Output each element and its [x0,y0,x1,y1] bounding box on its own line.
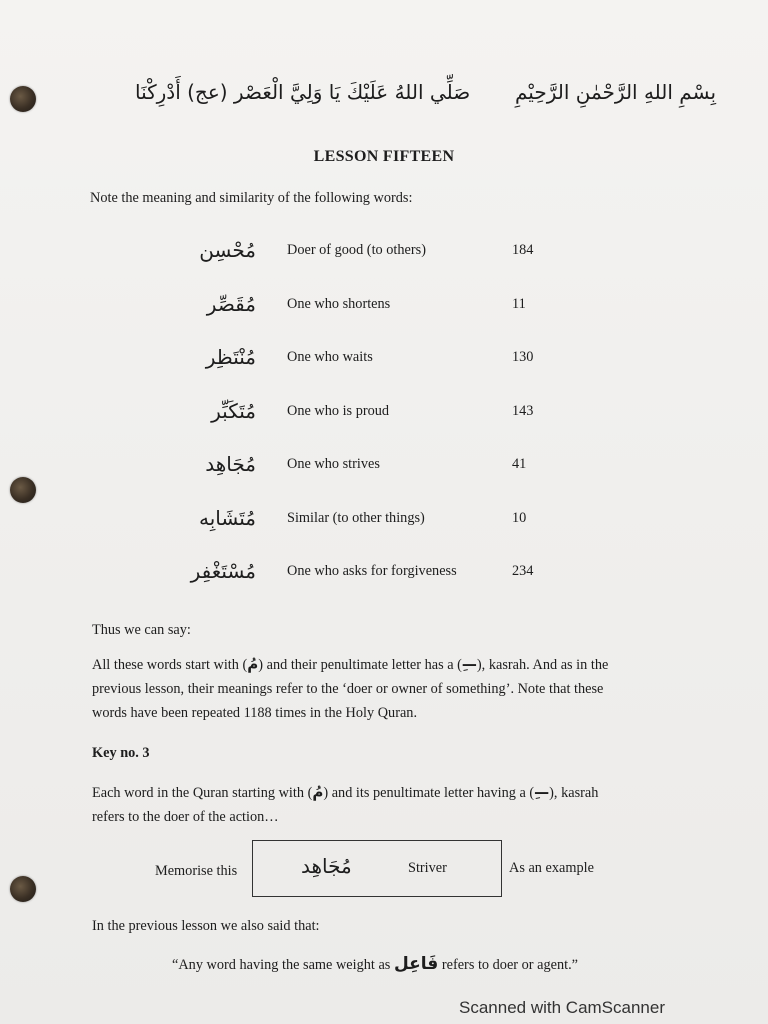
thus-text: Thus we can say: [92,622,191,638]
word-count: 143 [512,403,534,419]
salawat-header: صَلِّي اللهُ عَلَيْكَ يَا وَلِيَّ الْعَصْر (عج) أَدْرِكْنَا [135,80,471,104]
example-label: As an example [509,860,594,876]
word-arabic: مُتَشَابِه [199,506,256,530]
arabic-glyph: مُ [247,655,259,673]
word-meaning: One who is proud [287,403,390,419]
camscanner-watermark: Scanned with CamScanner [459,998,666,1017]
word-count: 234 [512,563,534,579]
word-count: 11 [512,296,526,312]
word-arabic: مُنْتَظِر [205,345,256,369]
word-arabic: مُسْتَغْفِر [190,559,256,583]
lesson-title: LESSON FIFTEEN [313,148,455,165]
word-row [0,345,768,375]
paragraph-line: words have been repeated 1188 times in the Holy Quran. [92,705,418,721]
word-meaning: One who strives [287,456,380,472]
word-row [0,452,768,482]
word-count: 184 [512,242,534,258]
faail-glyph: فَاعِل [393,954,439,974]
key-heading: Key no. 3 [92,745,150,761]
word-meaning: Similar (to other things) [287,510,425,526]
kasrah-glyph: —ِ [534,783,550,801]
bismillah-header: بِسْمِ اللهِ الرَّحْمٰنِ الرَّحِيْمِ [515,80,717,104]
word-row [0,292,768,322]
word-row [0,506,768,536]
memorise-box [252,840,502,897]
word-arabic: مُحْسِن [199,238,256,262]
punch-hole-bottom [10,876,36,902]
word-arabic: مُقَصِّر [206,292,256,316]
word-meaning: Doer of good (to others) [287,242,426,258]
word-row [0,238,768,268]
arabic-glyph: مُ [312,783,324,801]
quote-line: “Any word having the same weight as فَاعِل refers to doer or agent.” [172,954,578,974]
previous-lesson-text: In the previous lesson we also said that: [92,918,320,934]
paragraph-line: Each word in the Quran starting with (مُ) and its penultimate letter having a (—ِ), kasrah [92,783,599,801]
memorise-arabic: مُجَاهِد [301,854,352,878]
intro-text: Note the meaning and similarity of the following words: [90,190,413,206]
word-count: 41 [512,456,527,472]
word-count: 130 [512,349,534,365]
word-count: 10 [512,510,527,526]
paragraph-line: previous lesson, their meanings refer to the ‘doer or owner of something’. Note that these [92,681,604,697]
word-arabic: مُجَاهِد [205,452,256,476]
paragraph-line: refers to the doer of the action… [92,809,279,825]
kasrah-glyph: —ِ [461,655,477,673]
word-row [0,559,768,589]
paragraph-line: All these words start with (مُ) and their penultimate letter has a (—ِ), kasrah. And as in the [92,655,609,673]
punch-hole-top [10,86,36,112]
memorise-label: Memorise this [155,863,238,879]
memorise-english: Striver [408,860,447,876]
key-paragraph [92,780,672,829]
word-meaning: One who asks for forgiveness [287,563,457,579]
word-row [0,399,768,429]
word-arabic: مُتَكَبِّر [211,399,256,423]
word-meaning: One who shortens [287,296,391,312]
word-meaning: One who waits [287,349,373,365]
explanation-paragraph [92,652,672,725]
